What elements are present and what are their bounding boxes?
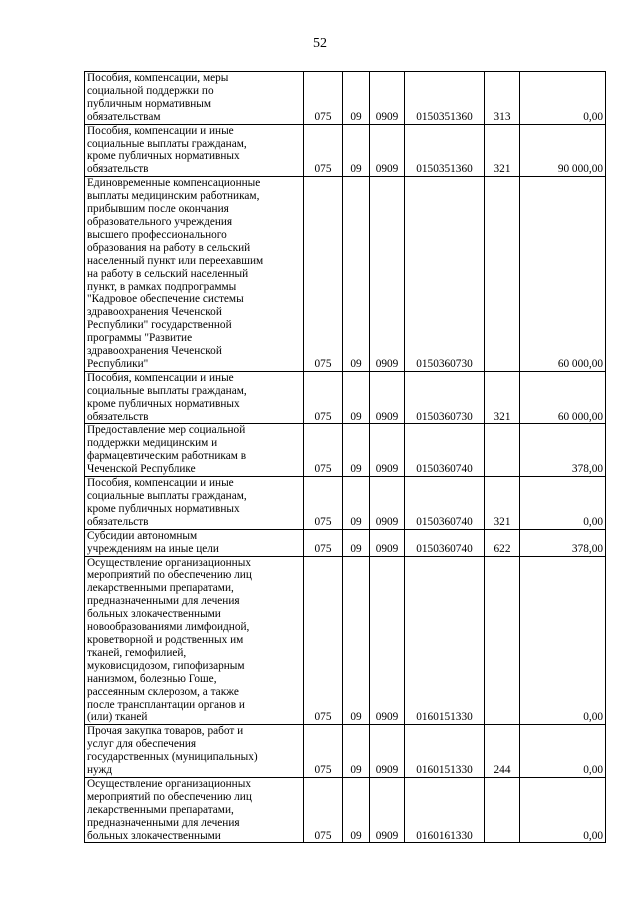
row-amount: 60 000,00 [520, 371, 606, 424]
row-ministry-code: 075 [304, 529, 343, 556]
row-name: Пособия, компенсации и иные социальные выплаты гражданам, кроме публичных нормативных обязательств [85, 124, 304, 177]
page-number: 52 [313, 36, 327, 51]
table-row [85, 371, 606, 424]
row-section-code: 09 [343, 424, 370, 477]
row-expense-type: 622 [485, 529, 520, 556]
row-expense-type: 321 [485, 371, 520, 424]
row-section-code: 09 [343, 777, 370, 843]
row-section-code: 09 [343, 371, 370, 424]
row-subsection-code: 0909 [370, 529, 405, 556]
row-ministry-code: 075 [304, 371, 343, 424]
row-section-code: 09 [343, 124, 370, 177]
row-amount: 378,00 [520, 529, 606, 556]
table-row [85, 124, 606, 177]
row-section-code: 09 [343, 477, 370, 530]
row-ministry-code: 075 [304, 177, 343, 372]
row-amount: 0,00 [520, 72, 606, 125]
row-ministry-code: 075 [304, 777, 343, 843]
row-target-code: 0160161330 [405, 777, 485, 843]
row-target-code: 0160151330 [405, 556, 485, 725]
table-row [85, 556, 606, 725]
row-section-code: 09 [343, 725, 370, 778]
table-row [85, 529, 606, 556]
table-row [85, 725, 606, 778]
row-name: Пособия, компенсации и иные социальные выплаты гражданам, кроме публичных нормативных обязательств [85, 477, 304, 530]
row-target-code: 0150351360 [405, 72, 485, 125]
row-target-code: 0150360730 [405, 177, 485, 372]
row-ministry-code: 075 [304, 124, 343, 177]
row-subsection-code: 0909 [370, 424, 405, 477]
row-name: Единовременные компенсационные выплаты медицинским работникам, прибывшим после окончания образовательного учреждения высшего профессионального образования на работу в сельский населенный пункт или переехавшим на работу в сельский населенный пункт, в рамках подпрограммы "Кадровое обеспечение системы здравоохранения Чеченской Республики" государственной программы "Развитие здравоохранения Чеченской Республики" [85, 177, 304, 372]
row-ministry-code: 075 [304, 725, 343, 778]
table-row [85, 177, 606, 372]
row-amount: 90 000,00 [520, 124, 606, 177]
row-section-code: 09 [343, 556, 370, 725]
row-target-code: 0150360730 [405, 371, 485, 424]
row-target-code: 0160151330 [405, 725, 485, 778]
row-subsection-code: 0909 [370, 556, 405, 725]
row-section-code: 09 [343, 529, 370, 556]
row-amount: 0,00 [520, 477, 606, 530]
row-expense-type [485, 177, 520, 372]
row-subsection-code: 0909 [370, 124, 405, 177]
row-ministry-code: 075 [304, 424, 343, 477]
row-target-code: 0150351360 [405, 124, 485, 177]
row-subsection-code: 0909 [370, 371, 405, 424]
row-target-code: 0150360740 [405, 529, 485, 556]
row-expense-type: 321 [485, 477, 520, 530]
row-subsection-code: 0909 [370, 777, 405, 843]
row-amount: 0,00 [520, 777, 606, 843]
table-row [85, 777, 606, 843]
row-expense-type [485, 777, 520, 843]
row-amount: 378,00 [520, 424, 606, 477]
table-row [85, 72, 606, 125]
row-expense-type: 321 [485, 124, 520, 177]
table-row [85, 477, 606, 530]
row-target-code: 0150360740 [405, 424, 485, 477]
row-amount: 0,00 [520, 725, 606, 778]
row-expense-type: 313 [485, 72, 520, 125]
row-name: Пособия, компенсации и иные социальные выплаты гражданам, кроме публичных нормативных обязательств [85, 371, 304, 424]
row-section-code: 09 [343, 177, 370, 372]
row-name: Осуществление организационных мероприятий по обеспечению лиц лекарственными препаратами, предназначенными для лечения больных злокачественными новообразованиями лимфоидной, кроветворной и родственных им тканей, гемофилией, муковисцидозом, гипофизарным нанизмом, болезнью Гоше, рассеянным склерозом, а также после трансплантации органов и (или) тканей [85, 556, 304, 725]
budget-table [84, 71, 606, 843]
row-target-code: 0150360740 [405, 477, 485, 530]
row-subsection-code: 0909 [370, 725, 405, 778]
row-ministry-code: 075 [304, 556, 343, 725]
row-section-code: 09 [343, 72, 370, 125]
row-name: Прочая закупка товаров, работ и услуг для обеспечения государственных (муниципальных) нужд [85, 725, 304, 778]
row-expense-type: 244 [485, 725, 520, 778]
row-subsection-code: 0909 [370, 177, 405, 372]
row-name: Осуществление организационных мероприятий по обеспечению лиц лекарственными препаратами, предназначенными для лечения больных злокачественными [85, 777, 304, 843]
row-ministry-code: 075 [304, 72, 343, 125]
table-row [85, 424, 606, 477]
row-expense-type [485, 424, 520, 477]
row-subsection-code: 0909 [370, 72, 405, 125]
row-subsection-code: 0909 [370, 477, 405, 530]
row-name: Субсидии автономным учреждениям на иные цели [85, 529, 304, 556]
row-amount: 0,00 [520, 556, 606, 725]
row-name: Предоставление мер социальной поддержки медицинским и фармацевтическим работникам в Чеченской Республике [85, 424, 304, 477]
row-expense-type [485, 556, 520, 725]
row-ministry-code: 075 [304, 477, 343, 530]
row-amount: 60 000,00 [520, 177, 606, 372]
row-name: Пособия, компенсации, меры социальной поддержки по публичным нормативным обязательствам [85, 72, 304, 125]
